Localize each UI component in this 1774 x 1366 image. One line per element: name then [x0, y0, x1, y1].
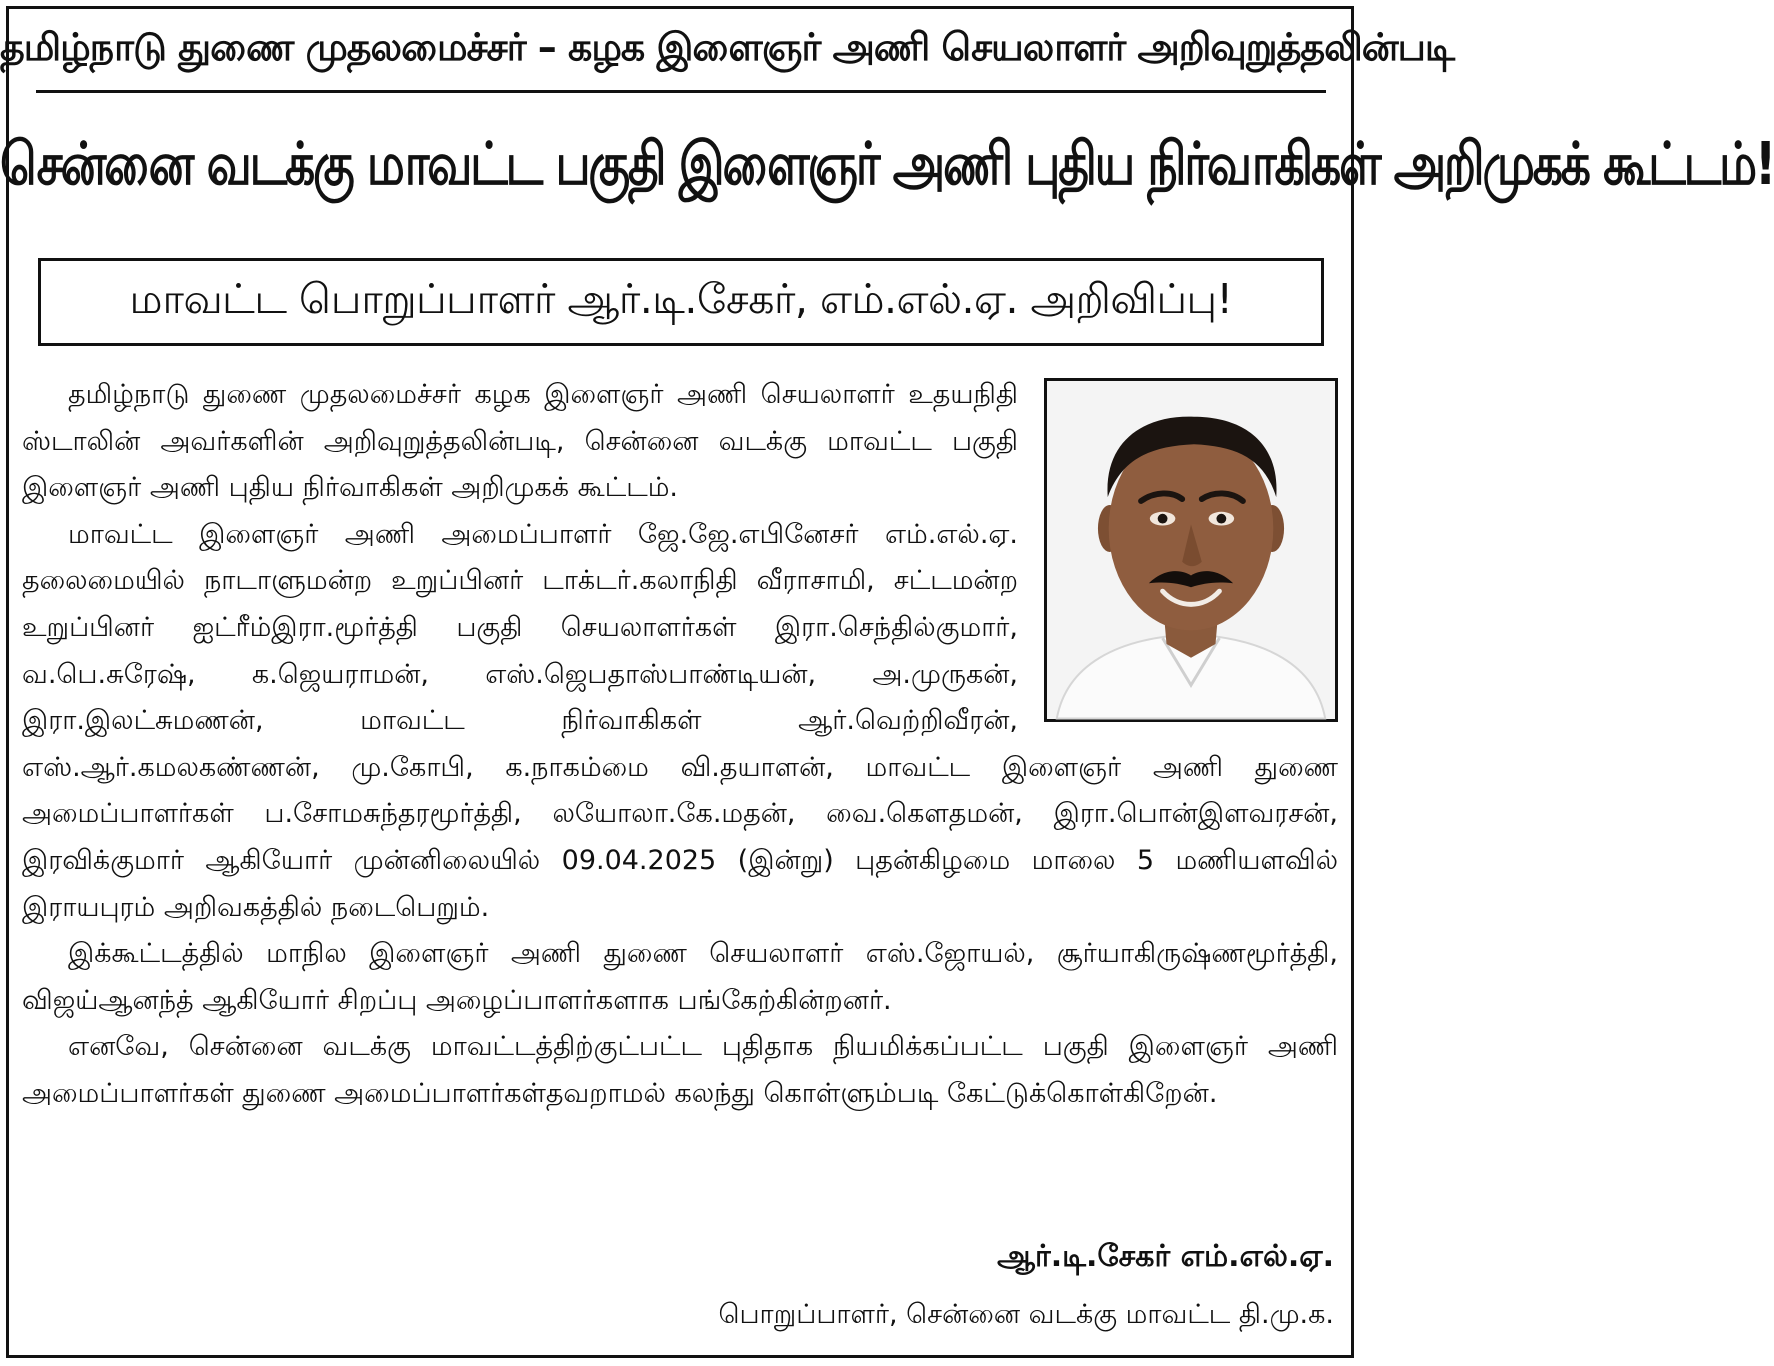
- notice-title: மாவட்ட பொறுப்பாளர் ஆர்.டி.சேகர், எம்.எல்.ஏ. அறிவிப்பு!: [129, 275, 1233, 323]
- paragraph-attendees: மாவட்ட இளைஞர் அணி அமைப்பாளர் ஜே.ஜே.எபினேசர் எம்.எல்.ஏ. தலைமையில் நாடாளுமன்ற உறுப்பினர் டாக்டர்.கலாநிதி வீராசாமி, சட்டமன்ற உறுப்பினர் ஐட்ரீம்இரா.மூர்த்தி பகுதி செயலாளர்கள் இரா.செந்தில்குமார், வ.பெ.சுரேஷ், க.ஜெயராமன், எஸ்.ஜெபதாஸ்பாண்டியன், அ.முருகன், இரா.இலட்சுமணன், மாவட்ட நிர்வாகிகள் ஆர்.வெற்றிவீரன், எஸ்.ஆர்.கமலகண்ணன், மு.கோபி, க.நாகம்மை வி.தயாளன், மாவட்ட இளைஞர் அணி துணை அமைப்பாளர்கள் ப.சோமசுந்தரமூர்த்தி, லயோலா.கே.மதன், வை.கௌதமன், இரா.பொன்இளவரசன், இரவிக்குமார் ஆகியோர் முன்னிலையில் 09.04.2025 (இன்று) புதன்கிழமை மாலை 5 மணியளவில் இராயபுரம் அறிவகத்தில் நடைபெறும்.: [22, 518, 1338, 923]
- kicker-line: தமிழ்நாடு துணை முதலமைச்சர் – கழக இளைஞர் அணி செயலாளர் அறிவுறுத்தலின்படி: [0, 25, 1455, 69]
- paragraph-intro: தமிழ்நாடு துணை முதலமைச்சர் கழக இளைஞர் அணி செயலாளர் உதயநிதி ஸ்டாலின் அவர்களின் அறிவுறுத்தலின்படி, சென்னை வடக்கு மாவட்ட பகுதி இளைஞர் அணி புதிய நிர்வாகிகள் அறிமுகக் கூட்டம்.: [22, 379, 1018, 504]
- paragraph-request: எனவே, சென்னை வடக்கு மாவட்டத்திற்குட்பட்ட புதிதாக நியமிக்கப்பட்ட பகுதி இளைஞர் அணி அமைப்பாளர்கள் துணை அமைப்பாளர்கள்தவறாமல் கலந்து கொள்ளும்படி கேட்டுக்கொள்கிறேன்.: [22, 1031, 1338, 1109]
- headline: சென்னை வடக்கு மாவட்ட பகுதி இளைஞர் அணி புதிய நிர்வாகிகள் அறிமுகக் கூட்டம்!: [0, 130, 1774, 199]
- notice-box: [38, 258, 1324, 346]
- paragraph-guests: இக்கூட்டத்தில் மாநில இளைஞர் அணி துணை செயலாளர் எஸ்.ஜோயல், சூர்யாகிருஷ்ணமூர்த்தி, விஜய்ஆனந்த் ஆகியோர் சிறப்பு அழைப்பாளர்களாக பங்கேற்கின்றனர்.: [22, 938, 1338, 1016]
- article-body: [22, 372, 1338, 1118]
- signature-role: பொறுப்பாளர், சென்னை வடக்கு மாவட்ட தி.மு.க.: [718, 1299, 1334, 1330]
- photo-spacer: [1018, 372, 1338, 742]
- signature-name: ஆர்.டி.சேகர் எம்.எல்.ஏ.: [997, 1239, 1334, 1274]
- kicker-underline: [36, 90, 1326, 93]
